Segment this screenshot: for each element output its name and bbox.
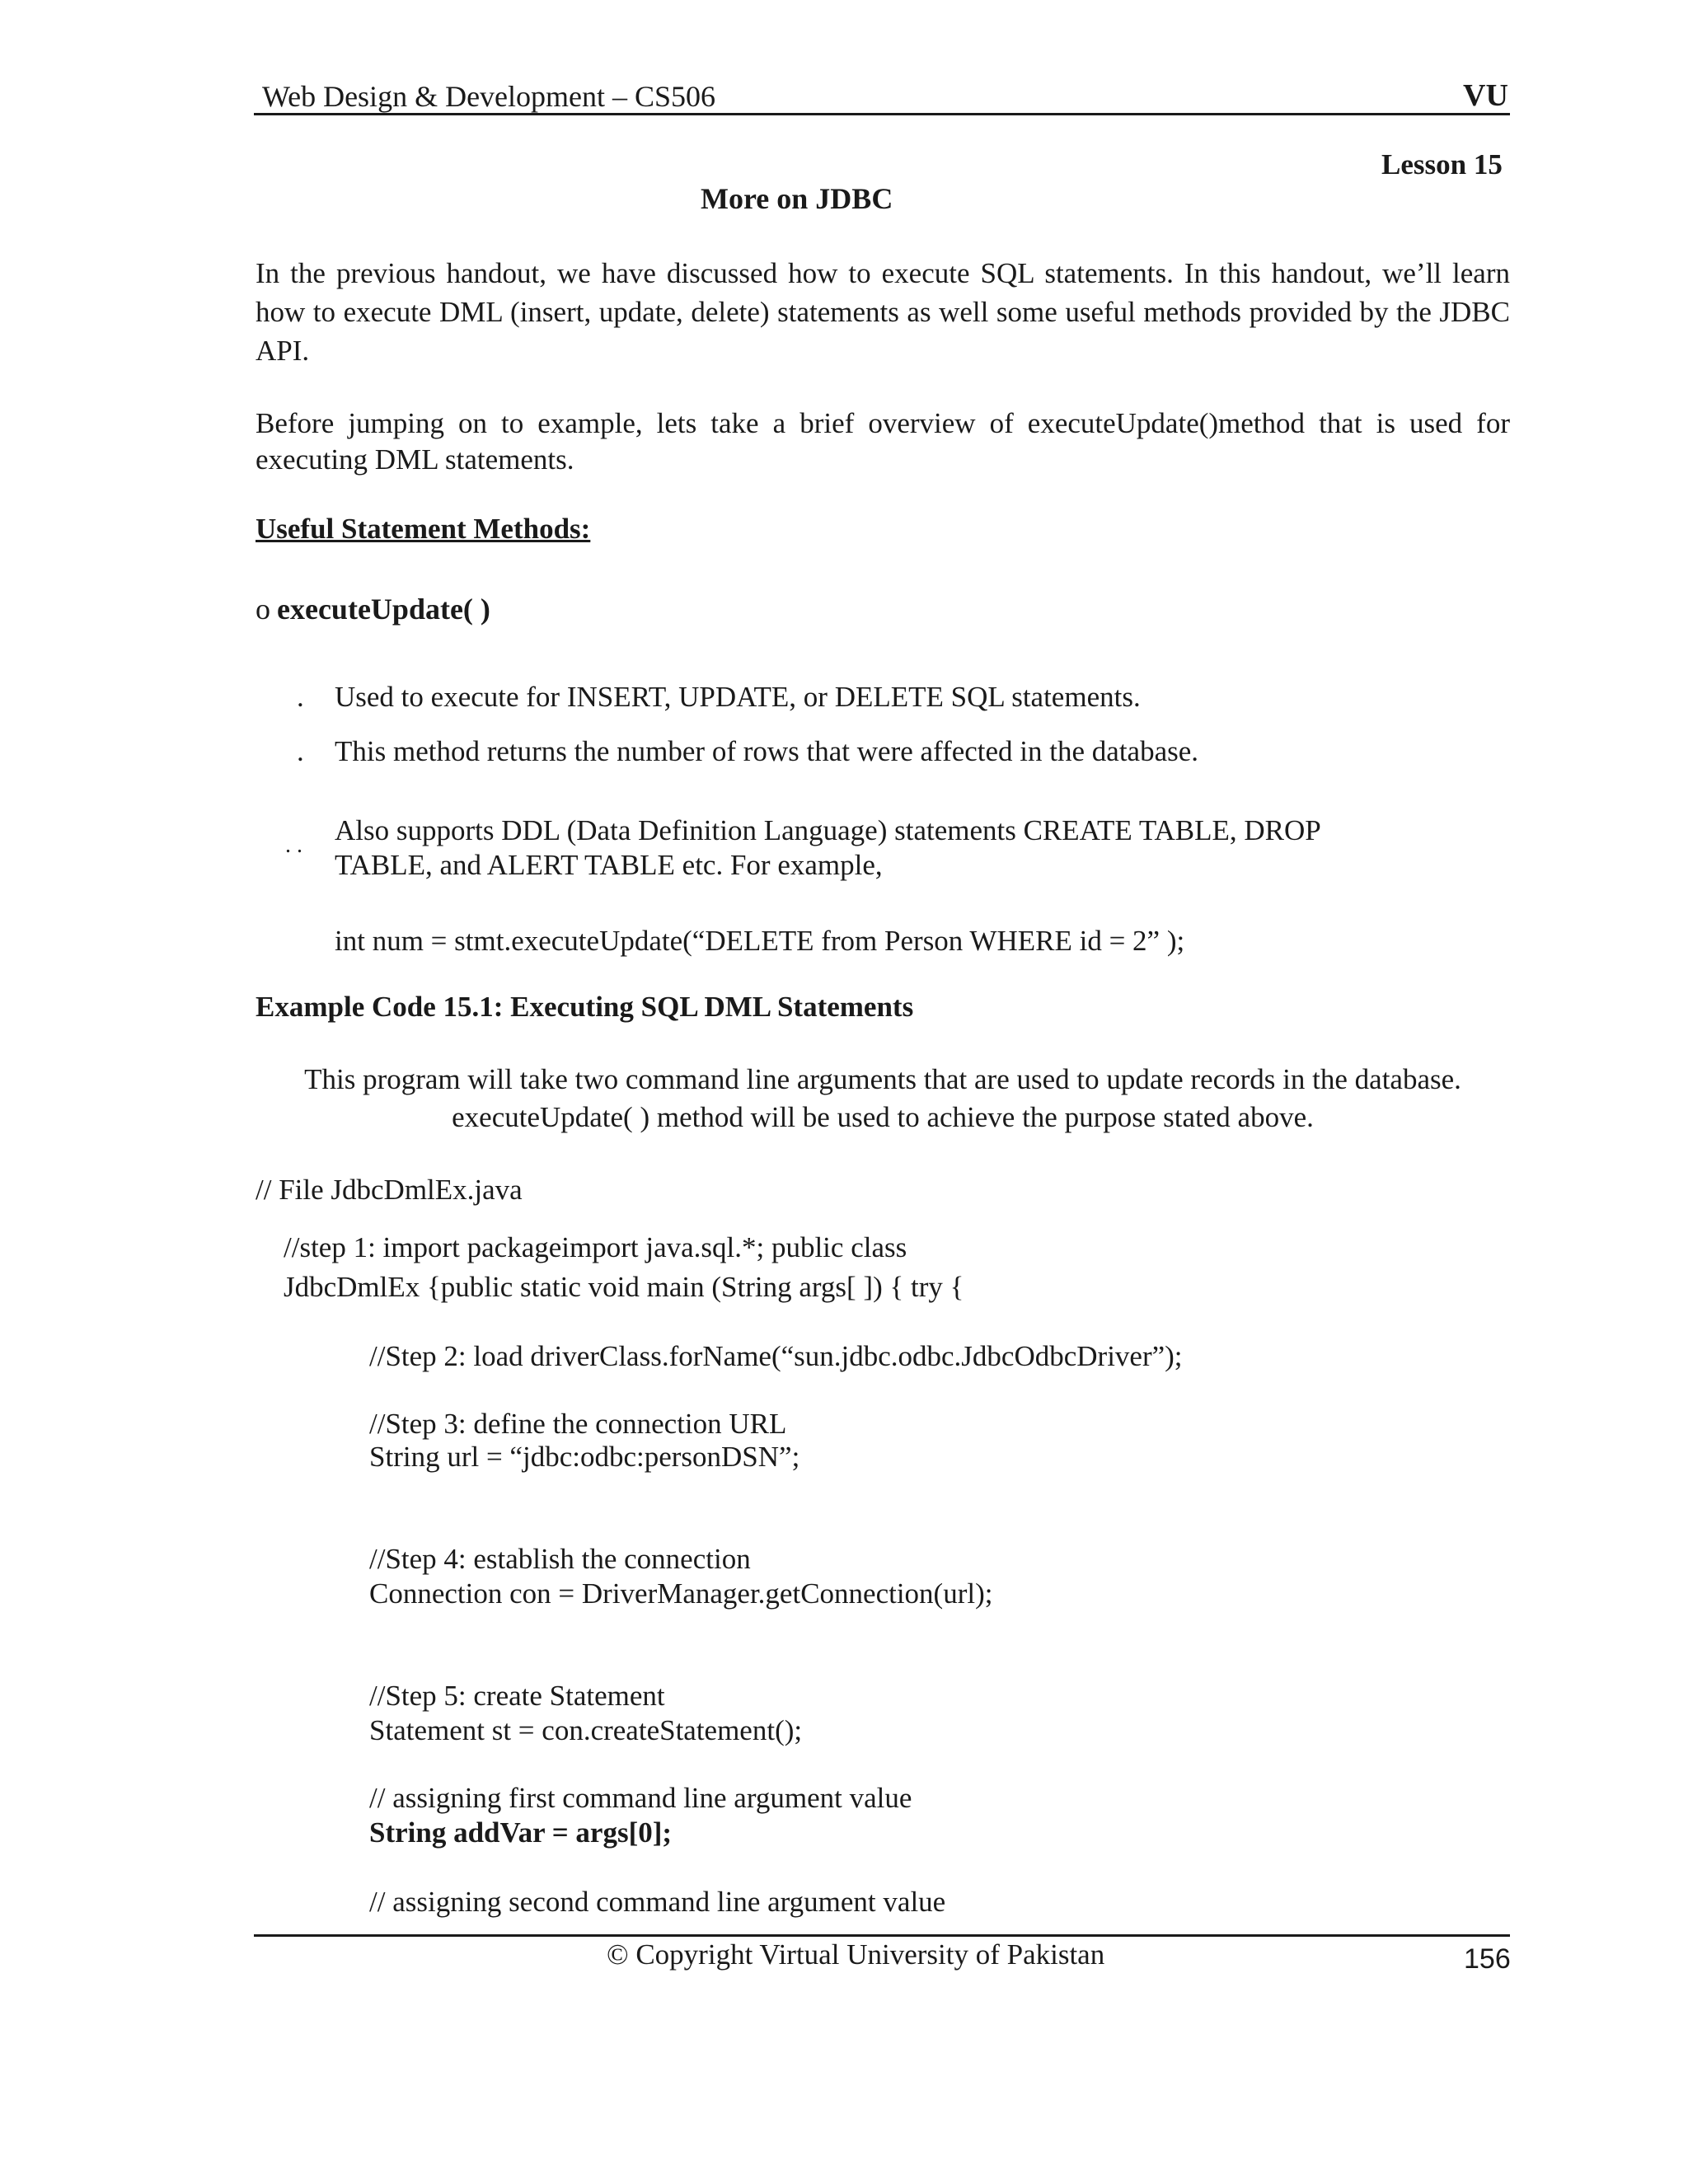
code-arg1-code: String addVar = args[0]; — [369, 1816, 673, 1849]
code-arg1-comment: // assigning first command line argument value — [369, 1782, 912, 1814]
code-step3-comment: //Step 3: define the connection URL — [369, 1408, 787, 1440]
code-step1-line-2: JdbcDmlEx {public static void main (String args[ ]) { try { — [284, 1271, 964, 1303]
method-bullet: o — [256, 593, 270, 626]
example-description-line-2: executeUpdate( ) method will be used to achieve the purpose stated above. — [452, 1101, 1314, 1133]
method-point-2: This method returns the number of rows that were affected in the database. — [335, 735, 1199, 767]
code-step1-line-1: //step 1: import packageimport java.sql.*; public class — [284, 1231, 907, 1263]
example-heading: Example Code 15.1: Executing SQL DML Statements — [256, 991, 914, 1023]
intro-paragraph-1: In the previous handout, we have discussed how to execute SQL statements. In this handout, we’ll learn how to execute DML (insert, update, delete) statements as well some useful methods provided by the JDBC API. — [256, 257, 1510, 367]
code-file-comment: // File JdbcDmlEx.java — [256, 1174, 523, 1206]
sub-bullet-2: . — [297, 735, 304, 767]
footer-copyright: © Copyright Virtual University of Pakistan — [607, 1938, 1105, 1971]
intro-paragraph-2-line-2: executing DML statements. — [256, 443, 574, 476]
method-point-3-line-1: Also supports DDL (Data Definition Language) statements CREATE TABLE, DROP — [335, 814, 1321, 846]
header-course-title: Web Design & Development – CS506 — [262, 80, 716, 113]
sub-bullet-1: . — [297, 681, 304, 713]
sub-bullet-3: . . — [285, 832, 302, 858]
useful-methods-heading: Useful Statement Methods: — [256, 513, 591, 545]
code-step3-code: String url = “jdbc:odbc:personDSN”; — [369, 1441, 800, 1473]
intro-paragraph-2-line-1: Before jumping on to example, lets take a brief overview of executeUpdate()method that is used for — [256, 407, 1510, 439]
method-example-code: int num = stmt.executeUpdate(“DELETE from Person WHERE id = 2” ); — [335, 925, 1185, 957]
method-point-1: Used to execute for INSERT, UPDATE, or DELETE SQL statements. — [335, 681, 1141, 713]
header-rule — [254, 113, 1510, 115]
lesson-label: Lesson 15 — [1381, 148, 1503, 180]
example-description-line-1: This program will take two command line arguments that are used to update records in the database. — [304, 1063, 1461, 1095]
page-title: More on JDBC — [701, 182, 893, 215]
method-point-3-line-2: TABLE, and ALERT TABLE etc. For example, — [335, 849, 883, 881]
page-number: 156 — [1464, 1943, 1511, 1975]
code-arg2-comment: // assigning second command line argument value — [369, 1886, 946, 1918]
code-step5-code: Statement st = con.createStatement(); — [369, 1714, 803, 1746]
code-step4-code: Connection con = DriverManager.getConnection(url); — [369, 1577, 993, 1610]
header-logo: VU — [1463, 78, 1508, 113]
method-name: executeUpdate( ) — [277, 593, 490, 626]
code-step4-comment: //Step 4: establish the connection — [369, 1543, 751, 1575]
code-step5-comment: //Step 5: create Statement — [369, 1680, 665, 1712]
code-step2: //Step 2: load driverClass.forName(“sun.jdbc.odbc.JdbcOdbcDriver”); — [369, 1340, 1183, 1372]
footer-rule — [254, 1934, 1510, 1937]
